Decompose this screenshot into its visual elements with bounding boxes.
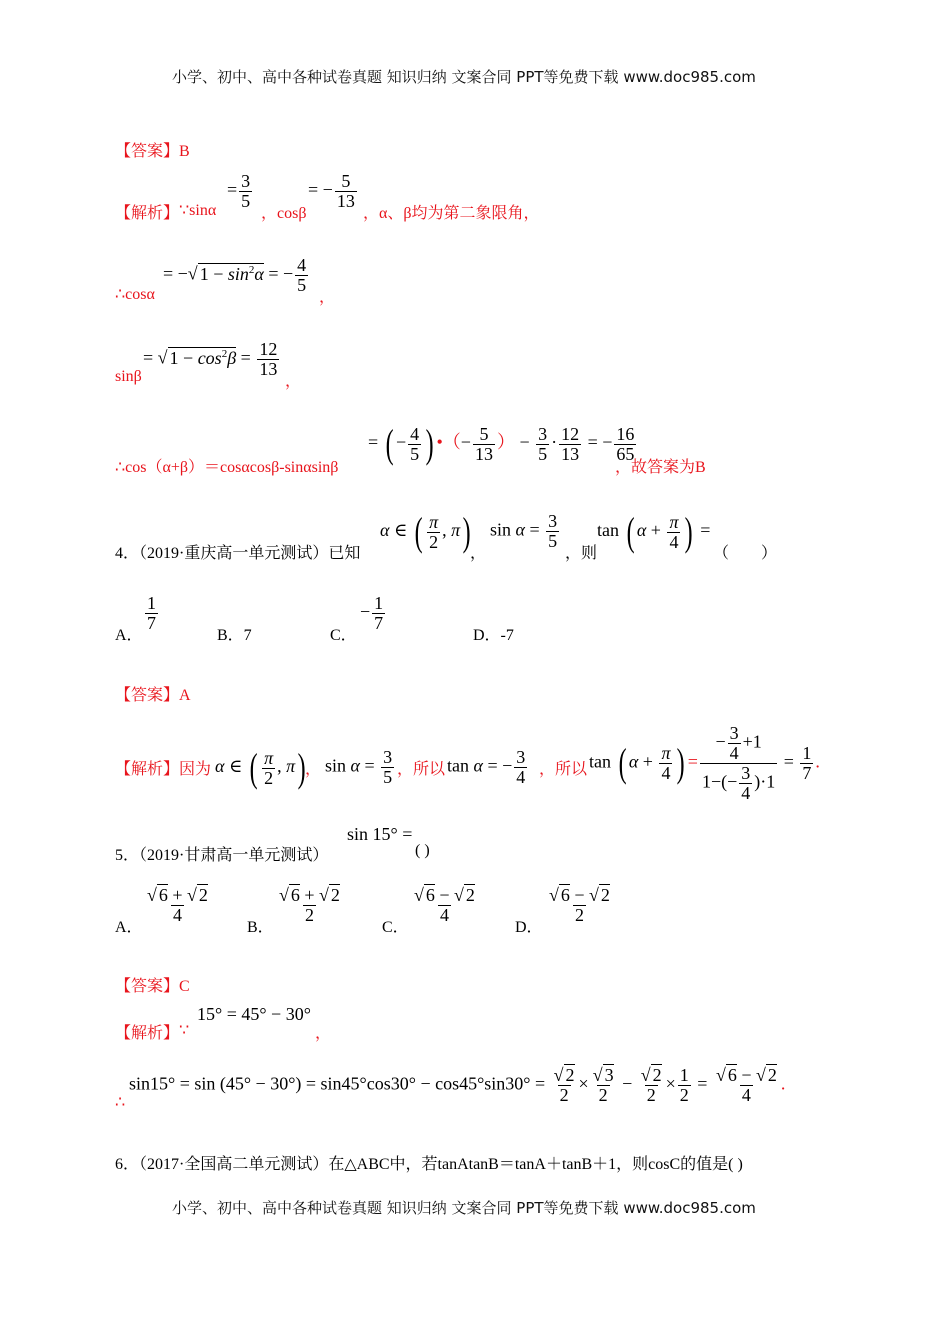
q5-option-c: C． [382, 919, 409, 936]
q4-blank: （ ） [713, 545, 778, 562]
q4-target-expression: tan ( α + $\frac{\pi}{4}$ ) = [597, 509, 711, 554]
q4-option-a-value: $\frac{1}{7}$ [147, 593, 156, 633]
q5-option-b: B． [247, 919, 274, 936]
comma: ， [319, 289, 336, 306]
sin-beta-formula: = √ $1 - \cos^2\beta$ = $\frac{12}{13}$ [143, 339, 278, 379]
page-header: 小学、初中、高中各种试卷真题 知识归纳 文案合同 PPT等免费下载 www.doc985.com [172, 68, 756, 86]
answer-label: 【答案】 [115, 978, 180, 995]
cos-beta-frac: = − $\frac{5}{13}$ [308, 171, 355, 211]
sin-beta-label: sinβ [115, 368, 142, 385]
cos-beta-label: ，cosβ [261, 205, 307, 222]
cos-sum-label: ∴cos（α+β）＝cosαcosβ-sinαsinβ [115, 459, 339, 476]
sin-alpha-label: ∵sinα [179, 202, 217, 219]
q4-option-b: B．7 [217, 627, 252, 644]
so-text-2: ，所以 [539, 761, 588, 778]
q4-condition-alpha: α ∈ ( $\frac{\pi}{2}$ , π) [380, 509, 471, 554]
cos-alpha-label: ∴cosα [115, 286, 155, 303]
comma: ， [315, 1025, 332, 1042]
answer-line [115, 138, 190, 161]
cos-sum-formula: = ( − $\frac{4}{5}$ ) •（− $\frac{5}{13}$ ） − $\frac{3}{5}$ · $\frac{12}{13}$ = − $\frac{16}{65}$ [368, 421, 635, 466]
conclusion-text: ，故答案为B [615, 459, 706, 476]
answer-value: B [179, 143, 190, 160]
q4-answer-line [115, 682, 191, 705]
answer-value: C [179, 978, 190, 995]
q4-option-c-value: − $\frac{1}{7}$ [360, 593, 384, 633]
page-footer: 小学、初中、高中各种试卷真题 知识归纳 文案合同 PPT等免费下载 www.doc985.com [172, 1199, 756, 1217]
analysis-label: 【解析】 [115, 1025, 180, 1042]
q5-option-b-value: $\frac{√ 6 + √ 2}{2}$ [279, 885, 340, 925]
q5-answer-line [115, 973, 190, 996]
q4-option-c: C． [330, 627, 357, 644]
q4-stem: 4．（2019·重庆高一单元测试）已知 [115, 545, 361, 562]
q5-option-d: D． [515, 919, 543, 936]
question-6: 6．（2017·全国高二单元测试）在△ABC中，若tanAtanB＝tanA＋tanB＋1，则cosC的值是( ) [115, 1156, 743, 1173]
q4-result-formula: tan ( α + $\frac{\pi}{4}$ ) = − $\frac{3}{4}$ +1 1−(− $\frac{3}{4}$ )·1 = $\frac{1}{7}$ . [589, 723, 820, 803]
q4-option-a: A． [115, 627, 143, 644]
q5-expression: sin 15° = [347, 824, 413, 844]
q5-stem: 5．（2019·甘肃高一单元测试） [115, 847, 329, 864]
q5-angle-identity: 15° = 45° − 30° [197, 1004, 311, 1024]
comma: ， [305, 761, 322, 778]
q4-condition-sin: sin α = $\frac{3}{5}$ [490, 511, 558, 551]
sin-alpha-frac: = $\frac{3}{5}$ [227, 171, 251, 211]
q4-then: ，则 [565, 545, 598, 562]
q5-option-a-value: $\frac{√ 6 + √ 2}{4}$ [147, 885, 208, 925]
analysis-label: 【解析】 [115, 205, 180, 222]
comma: ， [470, 545, 487, 562]
q4-alpha-range: α ∈ ( $\frac{\pi}{2}$ , π) [215, 745, 306, 790]
quadrant-note: ，α、β均为第二象限角， [363, 205, 540, 222]
because-symbol: ∵ [179, 1022, 190, 1039]
answer-label: 【答案】 [115, 687, 180, 704]
comma: ， [285, 373, 302, 390]
answer-label: 【答案】 [115, 143, 180, 160]
q5-option-c-value: $\frac{√ 6 - √ 2}{4}$ [414, 885, 475, 925]
analysis-label: 【解析】 [115, 761, 180, 778]
q5-option-d-value: $\frac{√ 6 - √ 2}{2}$ [549, 885, 610, 925]
therefore-symbol: ∴ [115, 1094, 126, 1111]
q4-option-d: D．-7 [473, 627, 514, 644]
q5-expansion-formula: sin15° = sin (45° − 30°) = sin45°cos30° − cos45°sin30° = $\frac{√ 2}{2}$ × $\frac{√ 3}{2}$ − $\frac{√ 2}{2}$ × $\frac{1}{2}$ = $\frac{√ 6 - √ 2}{4}$ . [129, 1065, 786, 1105]
q5-blank: ( ) [415, 842, 430, 859]
q4-sin-value: sin α = $\frac{3}{5}$ [325, 747, 393, 787]
q4-tan-value: tan α = − $\frac{3}{4}$ [447, 747, 526, 787]
so-text-1: ，所以 [397, 761, 446, 778]
cos-alpha-formula: = −√ $1 - \sin^2\alpha$ = − $\frac{4}{5}$ [163, 255, 307, 295]
because-text: 因为 [179, 761, 212, 778]
answer-value: A [179, 687, 191, 704]
q5-option-a: A． [115, 919, 143, 936]
